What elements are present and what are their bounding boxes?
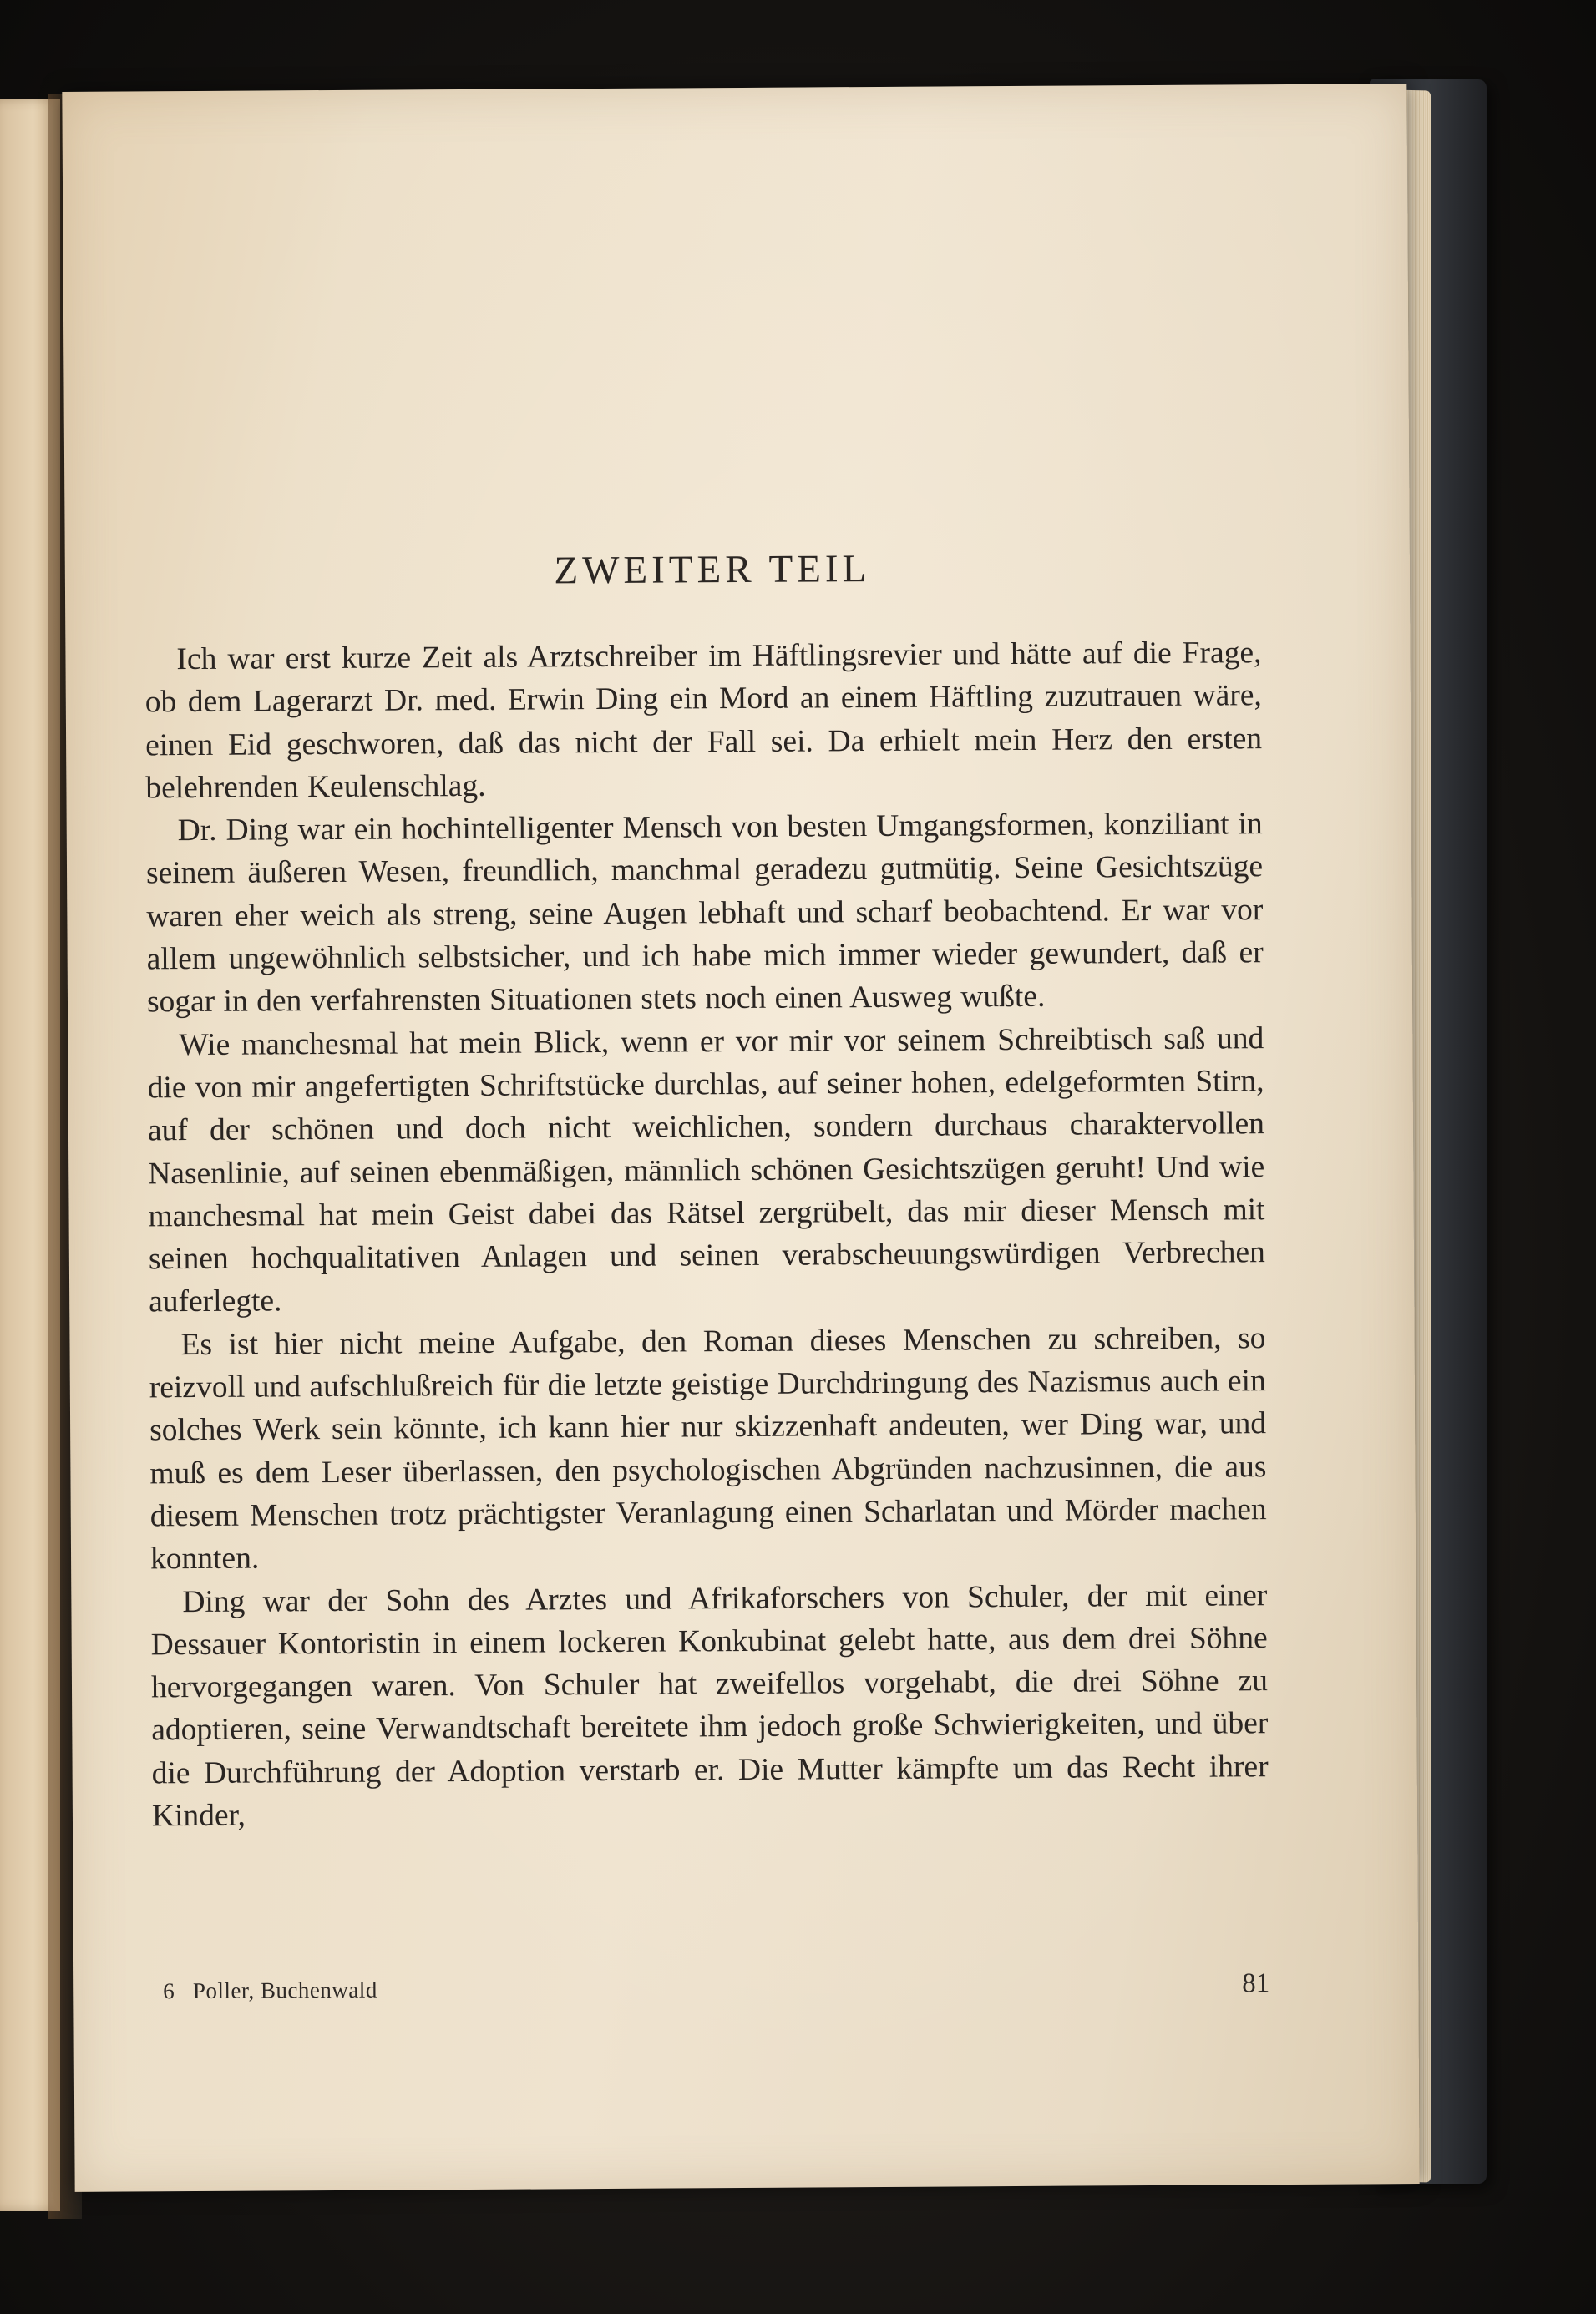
- paragraph-5: Ding war der Sohn des Arztes und Afrikaforschers von Schuler, der mit einer Dessauer Kontoristin in einem lockeren Konkubinat gelebt hatte, aus dem drei Söhne hervorgegangen waren. Von Schuler hat zweifellos vorgehabt, die drei Söhne zu adoptieren, seine Verwandtschaft bereitete ihm jedoch große Schwierigkeiten, und über die Durchführung der Adoption verstarb er. Die Mutter kämpfte um das Recht ihrer Kinder,: [150, 1577, 1269, 1834]
- paragraph-1: Ich war erst kurze Zeit als Arztschreiber im Häftlingsrevier und hätte auf die Frage, ob dem Lagerarzt Dr. med. Erwin Ding ein Mord an einem Häftling zuzutrauen wäre, einen Eid geschworen, daß das nicht der Fall sei. Da erhielt mein Herz den ersten belehrenden Keulenschlag.: [144, 635, 1263, 806]
- paragraph-3: Wie manchesmal hat mein Blick, wenn er vor mir vor seinem Schreibtisch saß und die von mir angefertigten Schriftstücke durchlas, auf seiner hohen, edelgeformten Stirn, auf der schönen und doch nicht weichlichen, sondern durchaus charaktervollen Nasenlinie, auf seinen ebenmäßigen, männlich schönen Gesichtszügen geruht! Und wie manchesmal hat mein Geist dabei das Rätsel zergrübelt, das mir dieser Mensch mit seinen hochqualitativen Anlagen und seinen verabscheuungswürdigen Verbrechen auferlegte.: [147, 1020, 1265, 1319]
- paragraph-2: Dr. Ding war ein hochintelligenter Mensch von besten Umgangsformen, konziliant in seinem äußeren Wesen, freundlich, manchmal geradezu gutmütig. Seine Gesichtszüge waren eher weich als streng, seine Augen lebhaft und scharf beobachtend. Er war vor allem ungewöhnlich selbstsicher, und ich habe mich immer wieder gewundert, daß er sogar in den verfahrensten Situationen stets noch einen Ausweg wußte.: [145, 807, 1264, 1020]
- paragraph-4: Es ist hier nicht meine Aufgabe, den Roman dieses Menschen zu schreiben, so reizvoll und aufschlußreich für die letzte geistige Durchdringung des Nazismus auch ein solches Werk sein könnte, ich kann hier nur skizzenhaft andeuten, wer Ding war, und muß es dem Leser überlassen, den psychologischen Abgründen nachzusinnen, die aus diesem Menschen trotz prächtigster Veranlagung einen Scharlatan und Mörder machen konnten.: [149, 1320, 1267, 1577]
- page-number: 81: [1242, 1968, 1270, 1999]
- book-page: [62, 84, 1419, 2192]
- page-footer: [153, 1968, 1270, 2004]
- signature-mark: 6 Poller, Buchenwald: [163, 1977, 377, 2004]
- chapter-title: ZWEITER TEIL: [554, 547, 871, 593]
- body-text: [144, 631, 1269, 1837]
